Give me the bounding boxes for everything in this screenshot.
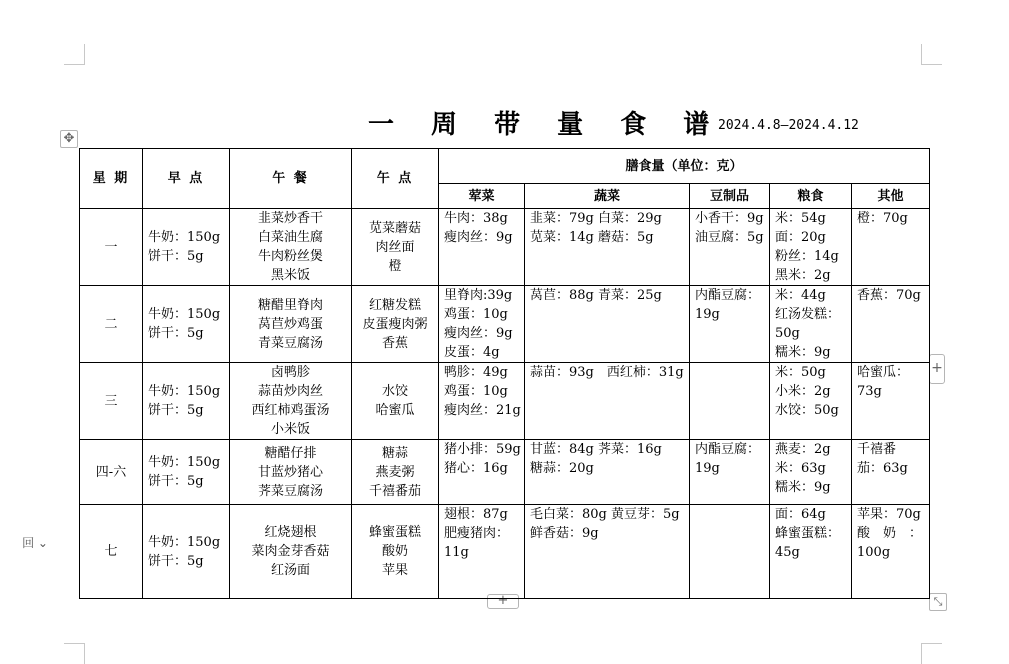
meat-line: 牛肉：38g [444, 211, 508, 226]
soy-line: 内酯豆腐： [695, 442, 761, 457]
lunch-line: 糖醋仔排 [264, 445, 317, 461]
meat-line: 肥瘦猪肉： [444, 526, 510, 541]
grain-line: 面：64g [775, 507, 826, 522]
soy-line: 内酯豆腐： [695, 288, 761, 303]
header-snack: 午 点 [352, 149, 439, 209]
grain-line: 米：63g [775, 461, 826, 476]
meat-amount-cell[interactable] [439, 440, 525, 505]
snack-line: 肉丝面 [375, 239, 415, 255]
grain-line: 黑米：2g [775, 268, 831, 283]
weekday-cell[interactable]: 二 [80, 286, 143, 363]
table-row [80, 440, 930, 505]
other-amount-cell[interactable] [852, 363, 930, 440]
breakfast-line: 牛奶：150g [148, 534, 221, 550]
header-weekday: 星 期 [80, 149, 143, 209]
snack-cell[interactable] [352, 505, 439, 599]
meat-line: 里脊肉:39g [444, 288, 513, 303]
meat-line: 猪心：16g [444, 461, 508, 476]
lunch-line: 小米饭 [270, 422, 310, 437]
grain-line: 蜂蜜蛋糕： [775, 526, 841, 541]
lunch-cell[interactable] [230, 440, 352, 505]
meat-line: 猪小排：59g [444, 442, 521, 457]
soy-line: 油豆腐：5g [695, 230, 764, 245]
vegetable-amount-cell[interactable] [525, 286, 690, 363]
table-row [80, 209, 930, 286]
snack-line: 酸奶 [381, 544, 408, 559]
breakfast-line: 牛奶：150g [148, 384, 221, 399]
soy-amount-cell[interactable] [690, 440, 770, 505]
lunch-line: 黑米饭 [270, 268, 310, 283]
lunch-line: 甘蓝炒猪心 [257, 464, 323, 480]
lunch-line: 西红柿鸡蛋汤 [251, 403, 330, 418]
header-grain: 粮食 [770, 184, 852, 209]
meat-amount-cell[interactable] [439, 505, 525, 599]
header-other: 其他 [852, 184, 930, 209]
vegetable-line: 韭菜：79g 白菜：29g [530, 211, 662, 226]
other-line: 100g [857, 545, 891, 560]
breakfast-cell[interactable] [143, 363, 230, 440]
soy-amount-cell[interactable] [690, 209, 770, 286]
grain-amount-cell[interactable] [770, 286, 852, 363]
soy-line: 小香干：9g [695, 211, 764, 226]
weekday-cell[interactable]: 三 [80, 363, 143, 440]
other-amount-cell[interactable] [852, 209, 930, 286]
meat-line: 鸡蛋：10g [444, 384, 508, 399]
breakfast-line: 牛奶：150g [148, 307, 221, 322]
snack-cell[interactable] [352, 286, 439, 363]
vegetable-line: 莴苣：88g 青菜：25g [530, 288, 662, 303]
menu-body [80, 209, 930, 599]
breakfast-cell[interactable] [143, 440, 230, 505]
weekday-cell[interactable]: 四-六 [80, 440, 143, 505]
snack-cell[interactable] [352, 440, 439, 505]
soy-line: 19g [695, 307, 720, 322]
breakfast-line: 饼干：5g [148, 553, 204, 569]
breakfast-line: 牛奶：150g [148, 455, 221, 470]
grain-line: 燕麦：2g [775, 442, 831, 457]
snack-line: 苹果 [381, 563, 408, 578]
soy-amount-cell[interactable] [690, 286, 770, 363]
other-amount-cell[interactable] [852, 286, 930, 363]
grain-line: 45g [775, 545, 800, 560]
soy-amount-cell[interactable] [690, 505, 770, 599]
lunch-line: 荠菜豆腐汤 [257, 483, 323, 499]
grain-line: 米：54g [775, 211, 826, 226]
vegetable-line: 蒜苗：93g 西红柿：31g [530, 365, 684, 380]
header-intake-group: 膳食量（单位：克） [439, 149, 930, 184]
vegetable-line: 苋菜：14g 蘑菇：5g [530, 230, 654, 245]
other-line: 苹果：70g [857, 507, 921, 522]
grain-line: 小米：2g [775, 384, 831, 399]
breakfast-cell[interactable] [143, 505, 230, 599]
snack-line: 蜂蜜蛋糕 [368, 525, 421, 540]
grain-line: 米：50g [775, 365, 826, 380]
lunch-cell[interactable] [230, 505, 352, 599]
table-row [80, 363, 930, 440]
grain-line: 水饺：50g [775, 403, 839, 418]
grain-amount-cell[interactable] [770, 505, 852, 599]
lunch-line: 菜肉金芽香菇 [251, 544, 330, 559]
grain-line: 糯米：9g [775, 345, 831, 360]
meat-line: 鸡蛋：10g [444, 307, 508, 322]
page-corner-mark-top-left [64, 44, 85, 65]
add-row-button[interactable]: + [487, 594, 519, 609]
meat-amount-cell[interactable] [439, 209, 525, 286]
lunch-line: 糖醋里脊肉 [257, 297, 323, 313]
breakfast-line: 饼干：5g [148, 326, 204, 341]
meat-amount-cell[interactable] [439, 286, 525, 363]
snack-line: 香蕉 [381, 335, 408, 351]
lunch-line: 白菜油生腐 [257, 230, 323, 245]
table-row [80, 505, 930, 599]
grain-line: 米：44g [775, 288, 826, 303]
add-column-button[interactable]: + [929, 354, 945, 384]
header-vegetable: 蔬菜 [525, 184, 690, 209]
other-amount-cell[interactable] [852, 505, 930, 599]
paragraph-options-icon[interactable]: 回 ⌄ [22, 536, 48, 550]
lunch-line: 卤鸭胗 [270, 365, 310, 380]
breakfast-line: 饼干：5g [148, 249, 204, 264]
snack-line: 水饺 [381, 384, 408, 399]
breakfast-line: 牛奶：150g [148, 230, 221, 245]
meat-line: 皮蛋：4g [444, 345, 500, 360]
grain-line: 糯米：9g [775, 480, 831, 495]
other-line: 73g [857, 384, 882, 399]
lunch-line: 韭菜炒香干 [257, 211, 323, 226]
header-meat: 荤菜 [439, 184, 525, 209]
grain-line: 面：20g [775, 230, 826, 245]
other-amount-cell[interactable] [852, 440, 930, 505]
grain-amount-cell[interactable] [770, 209, 852, 286]
meat-line: 瘦肉丝：9g [444, 230, 513, 245]
breakfast-cell[interactable] [143, 209, 230, 286]
header-breakfast: 早 点 [143, 149, 230, 209]
other-line: 酸 奶 ： [857, 526, 923, 541]
snack-line: 皮蛋瘦肉粥 [362, 316, 428, 332]
grain-amount-cell[interactable] [770, 363, 852, 440]
header-soy: 豆制品 [690, 184, 770, 209]
weekday-cell[interactable]: 七 [80, 505, 143, 599]
vegetable-amount-cell[interactable] [525, 363, 690, 440]
breakfast-line: 饼干：5g [148, 403, 204, 418]
page-title: 一 周 带 量 食 谱 [368, 110, 724, 140]
meat-line: 瘦肉丝：21g [444, 403, 521, 418]
lunch-line: 青菜豆腐汤 [257, 335, 323, 351]
grain-amount-cell[interactable] [770, 440, 852, 505]
date-range: 2024.4.8—2024.4.12 [718, 118, 859, 133]
other-line: 橙：70g [857, 211, 908, 226]
lunch-line: 莴苣炒鸡蛋 [257, 316, 323, 332]
weekday-cell[interactable]: 一 [80, 209, 143, 286]
snack-line: 哈蜜瓜 [375, 403, 415, 418]
snack-cell[interactable] [352, 363, 439, 440]
meat-line: 瘦肉丝：9g [444, 326, 513, 341]
weekly-menu-table [79, 148, 930, 599]
lunch-cell[interactable] [230, 209, 352, 286]
page-corner-mark-top-right [921, 44, 942, 65]
vegetable-line: 甘蓝：84g 荠菜：16g [530, 442, 662, 457]
vegetable-amount-cell[interactable] [525, 440, 690, 505]
vegetable-amount-cell[interactable] [525, 505, 690, 599]
breakfast-line: 饼干：5g [148, 474, 204, 489]
breakfast-cell[interactable] [143, 286, 230, 363]
meat-amount-cell[interactable] [439, 363, 525, 440]
vegetable-line: 鲜香菇：9g [530, 526, 599, 541]
meat-line: 翅根：87g [444, 507, 508, 522]
snack-line: 燕麦粥 [375, 464, 415, 480]
lunch-line: 蒜苗炒肉丝 [257, 384, 323, 399]
vegetable-line: 毛白菜：80g 黄豆芽：5g [530, 507, 680, 522]
lunch-cell[interactable] [230, 286, 352, 363]
grain-line: 50g [775, 326, 800, 341]
meat-line: 鸭胗：49g [444, 365, 508, 380]
other-line: 哈蜜瓜： [857, 365, 910, 380]
table-move-handle-icon[interactable]: ✥ [60, 130, 78, 148]
lunch-line: 牛肉粉丝煲 [257, 249, 323, 264]
snack-line: 橙 [388, 258, 402, 274]
snack-line: 红糖发糕 [368, 297, 421, 313]
meat-line: 11g [444, 545, 469, 560]
grain-line: 红汤发糕： [775, 307, 841, 322]
lunch-line: 红汤面 [270, 563, 310, 578]
lunch-line: 红烧翅根 [264, 525, 317, 540]
header-lunch: 午 餐 [230, 149, 352, 209]
soy-line: 19g [695, 461, 720, 476]
other-line: 茄：63g [857, 461, 908, 476]
snack-cell[interactable] [352, 209, 439, 286]
other-line: 千禧番 [857, 442, 897, 457]
vegetable-amount-cell[interactable] [525, 209, 690, 286]
table-row [80, 286, 930, 363]
snack-line: 糖蒜 [381, 445, 408, 461]
lunch-cell[interactable] [230, 363, 352, 440]
other-line: 香蕉：70g [857, 288, 921, 303]
snack-line: 千禧番茄 [368, 483, 421, 499]
vegetable-line: 糖蒜：20g [530, 461, 594, 476]
grain-line: 粉丝：14g [775, 249, 839, 264]
table-resize-handle-icon[interactable]: ⤡ [929, 593, 947, 611]
soy-amount-cell[interactable] [690, 363, 770, 440]
snack-line: 苋菜蘑菇 [368, 220, 421, 236]
